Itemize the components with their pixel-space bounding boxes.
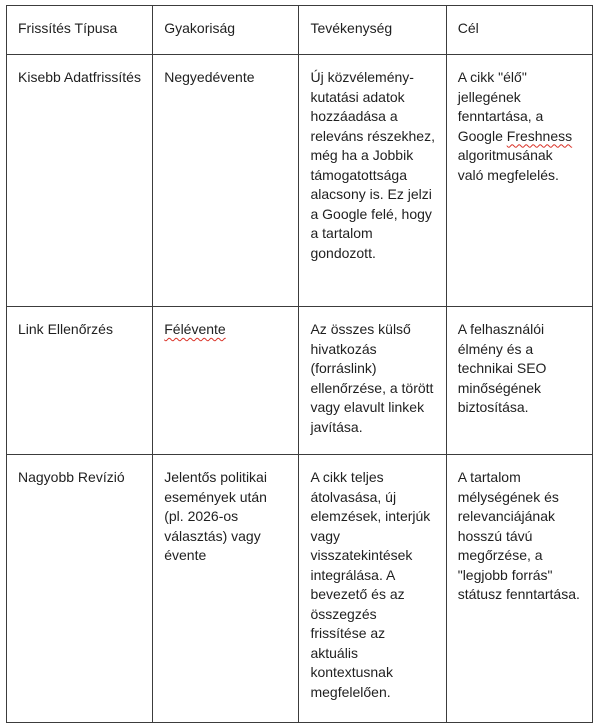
header-cell-frequency: Gyakoriság bbox=[153, 6, 299, 55]
spellcheck-flagged-word[interactable]: Freshness bbox=[506, 127, 573, 144]
table-row bbox=[7, 55, 593, 307]
row-activity-cell: Új közvélemény-kutatási adatok hozzáadása a releváns részekhez, még ha a Jobbik támogatottsága alacsony is. Ez jelzi a Google felé, hogy a tartalom gondozott. bbox=[299, 55, 446, 307]
row-type-cell: Link Ellenőrzés bbox=[7, 307, 153, 455]
row-activity-cell: A cikk teljes átolvasása, új elemzések, interjúk vagy visszatekintések integrálása. A bevezető és az összegzés frissítése az aktuális kontextusnak megfelelően. bbox=[299, 455, 446, 723]
row-goal-cell: A tartalom mélységének és relevanciájának hosszú távú megőrzése, a "legjobb forrás" státusz fenntartása. bbox=[446, 455, 592, 723]
update-schedule-table bbox=[6, 5, 593, 723]
row-type-cell: Kisebb Adatfrissítés bbox=[7, 55, 153, 307]
goal-text-start: A cikk "élő" jellegének fenntartása, a Google bbox=[457, 69, 544, 144]
row-frequency-cell bbox=[153, 307, 299, 455]
table-row bbox=[7, 455, 593, 723]
table-header-row bbox=[7, 6, 593, 55]
row-goal-cell: A felhasználói élmény és a technikai SEO minőségének biztosítása. bbox=[446, 307, 592, 455]
row-goal-cell bbox=[446, 55, 592, 307]
goal-text-end: algoritmusának való megfelelés. bbox=[457, 147, 559, 183]
row-type-cell: Nagyobb Revízió bbox=[7, 455, 153, 723]
header-cell-type: Frissítés Típusa bbox=[7, 6, 153, 55]
header-cell-activity: Tevékenység bbox=[299, 6, 446, 55]
row-activity-cell: Az összes külső hivatkozás (forráslink) ellenőrzése, a törött vagy elavult linkek javítása. bbox=[299, 307, 446, 455]
spellcheck-flagged-word[interactable]: Félévente bbox=[164, 321, 226, 337]
table-row bbox=[7, 307, 593, 455]
header-cell-goal: Cél bbox=[446, 6, 592, 55]
row-frequency-cell: Negyedévente bbox=[153, 55, 299, 307]
row-frequency-cell: Jelentős politikai események után (pl. 2026-os választás) vagy évente bbox=[153, 455, 299, 723]
